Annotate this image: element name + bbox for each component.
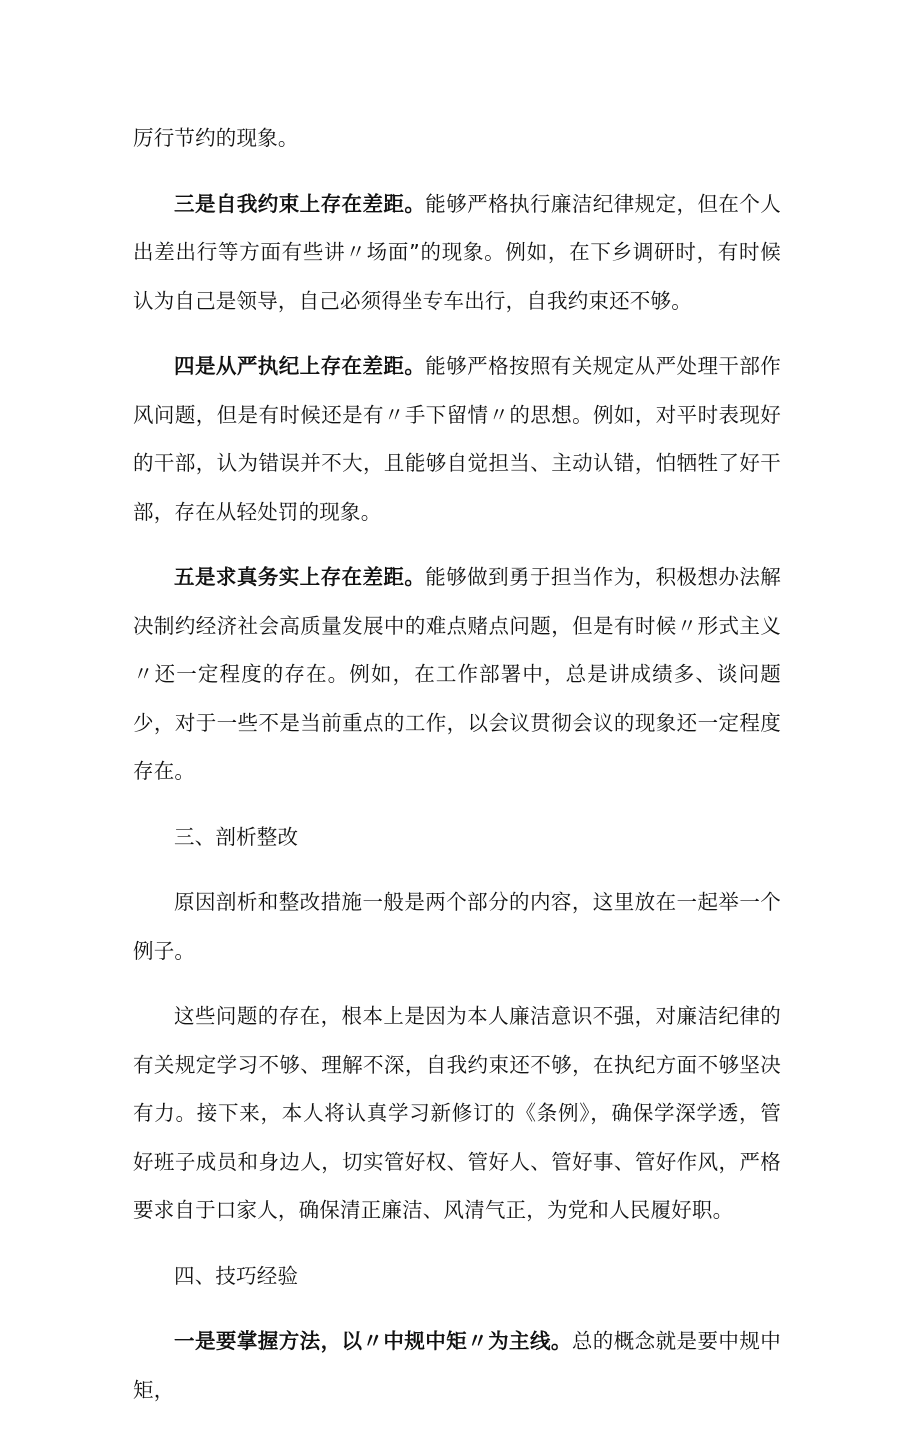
paragraph: [133, 180, 781, 326]
paragraph-text: 原因剖析和整改措施一般是两个部分的内容，这里放在一起举一个例子。: [133, 890, 781, 963]
paragraph-text: 厉行节约的现象。: [133, 126, 299, 150]
paragraph: [133, 1317, 781, 1414]
section-heading: [133, 813, 781, 862]
paragraph-text: 能够严格按照有关规定从严处理干部作风问题，但是有时候还是有〃手下留情〃的思想。例如，对平时表现好的干部，认为错误并不大，且能够自觉担当、主动认错，怕牺牲了好干部，存在从轻处罚的现象。: [133, 354, 781, 524]
section-heading-text: 三、剖析整改: [174, 824, 299, 849]
paragraph-text: 能够做到勇于担当作为，积极想办法解决制约经济社会高质量发展中的难点赌点问题，但是有时候〃形式主义〃还一定程度的存在。例如，在工作部署中，总是讲成绩多、谈问题少，对于一些不是当前重点的工作，以会议贯彻会议的现象还一定程度存在。: [133, 565, 781, 783]
paragraph-text: 总的概念就是要中规中矩，: [133, 1329, 781, 1402]
paragraph-lead: 四是从严执纪上存在差距。: [174, 354, 426, 378]
paragraph-lead: 一是要掌握方法，以〃中规中矩〃为主线。: [174, 1329, 572, 1353]
paragraph: [133, 992, 781, 1235]
section-heading-text: 四、技巧经验: [174, 1263, 299, 1288]
document-body: [133, 114, 781, 1431]
paragraph-lead: 三是自我约束上存在差距。: [174, 191, 426, 216]
paragraph-text: 这些问题的存在，根本上是因为本人廉洁意识不强，对廉洁纪律的有关规定学习不够、理解不深，自我约束还不够，在执纪方面不够坚决有力。接下来，本人将认真学习新修订的《条例》，确保学深学透，管好班子成员和身边人，切实管好权、管好人、管好事、管好作风，严格要求自于口家人，确保清正廉洁、风清气正，为党和人民履好职。: [133, 1004, 781, 1222]
paragraph-lead: 五是求真务实上存在差距。: [174, 565, 426, 589]
paragraph: [133, 114, 781, 163]
section-heading: [133, 1252, 781, 1301]
paragraph: [133, 342, 781, 536]
paragraph-text: 能够严格执行廉洁纪律规定，但在个人出差出行等方面有些讲〃场面”的现象。例如，在下乡调研时，有时候认为自己是领导，自己必须得坐专车出行，自我约束还不够。: [133, 191, 781, 313]
paragraph: [133, 553, 781, 796]
paragraph: [133, 878, 781, 975]
